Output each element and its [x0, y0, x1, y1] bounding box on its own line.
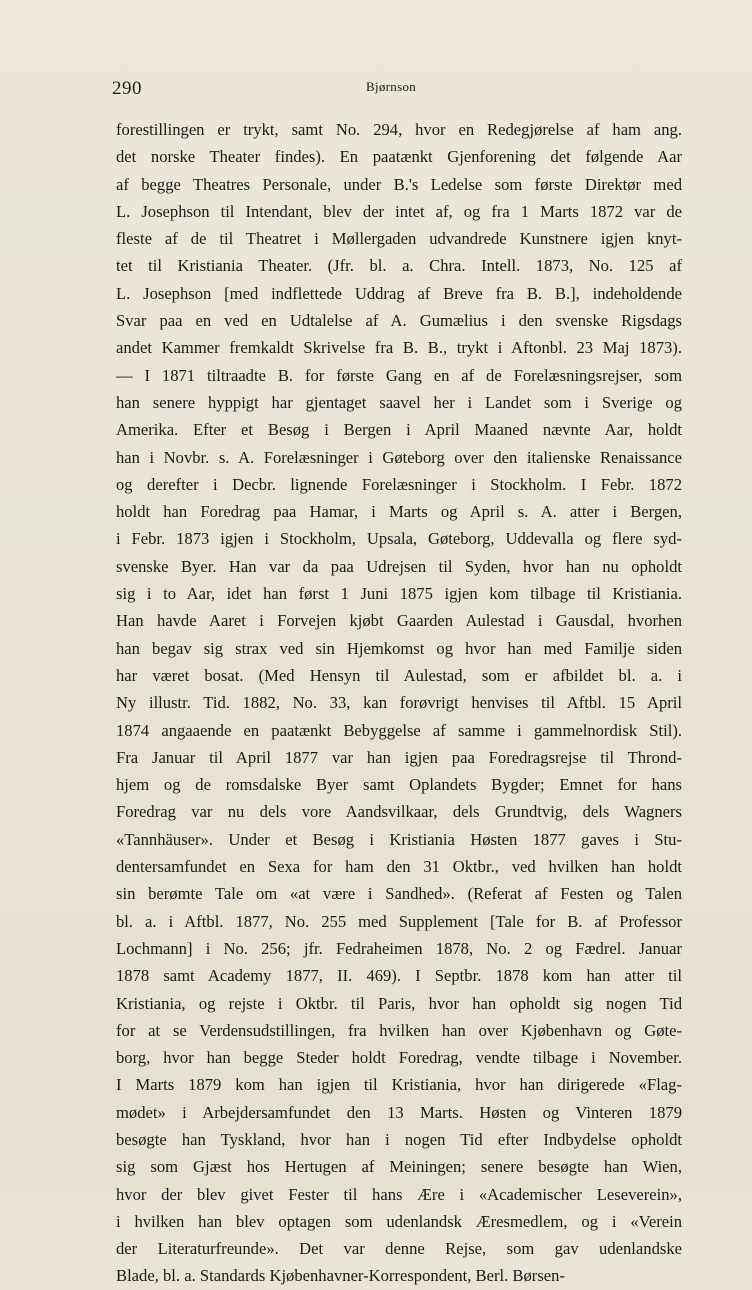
- text-line: han senere hyppigt har gjentaget saavel her i Landet som i Sverige og: [116, 392, 682, 412]
- text-line: bl. a. i Aftbl. 1877, No. 255 med Supplement [Tale for B. af Professor: [116, 911, 682, 931]
- text-line: besøgte han Tyskland, hvor han i nogen Tid efter Indbydelse opholdt: [116, 1129, 682, 1149]
- body-text: [116, 116, 682, 1290]
- text-line: for at se Verdensudstillingen, fra hvilken han over Kjøbenhavn og Gøte-: [116, 1020, 682, 1040]
- text-line: Foredrag var nu dels vore Aandsvilkaar, dels Grundtvig, dels Wagners: [116, 802, 682, 822]
- page-number: 290: [112, 78, 142, 99]
- text-line: hvor der blev givet Fester til hans Ære i «Academischer Leseverein»,: [116, 1184, 682, 1204]
- text-line: «Tannhäuser». Under et Besøg i Kristiania Høsten 1877 gaves i Stu-: [116, 829, 682, 849]
- text-line: Kristiania, og rejste i Oktbr. til Paris, hvor han opholdt sig nogen Tid: [116, 993, 682, 1013]
- text-line: 1878 samt Academy 1877, II. 469). I Septbr. 1878 kom han atter til: [116, 966, 682, 986]
- text-line: Fra Januar til April 1877 var han igjen paa Foredragsrejse til Thrond-: [116, 747, 682, 767]
- text-line: sin berømte Tale om «at være i Sandhed». (Referat af Festen og Talen: [116, 884, 682, 904]
- text-line: tet til Kristiania Theater. (Jfr. bl. a. Chra. Intell. 1873, No. 125 af: [116, 256, 682, 276]
- text-line: L. Josephson [med indflettede Uddrag af Breve fra B. B.], indeholdende: [116, 283, 682, 303]
- text-line: Blade, bl. a. Standards Kjøbenhavner-Korrespondent, Berl. Børsen-: [116, 1266, 565, 1286]
- text-line: 1874 angaaende en paatænkt Bebyggelse af samme i gammelnordisk Stil).: [116, 720, 682, 740]
- text-line: han begav sig strax ved sin Hjemkomst og hvor han med Familje siden: [116, 638, 682, 658]
- text-line: holdt han Foredrag paa Hamar, i Marts og April s. A. atter i Bergen,: [116, 502, 682, 522]
- text-line: svenske Byer. Han var da paa Udrejsen til Syden, hvor han nu opholdt: [116, 556, 682, 576]
- text-line: i Febr. 1873 igjen i Stockholm, Upsala, Gøteborg, Uddevalla og flere syd-: [116, 529, 682, 549]
- text-line: dentersamfundet en Sexa for ham den 31 Oktbr., ved hvilken han holdt: [116, 857, 682, 877]
- text-line: andet Kammer fremkaldt Skrivelse fra B. B., trykt i Aftonbl. 23 Maj 1873).: [116, 338, 682, 358]
- text-line: har været bosat. (Med Hensyn til Aulestad, som er afbildet bl. a. i: [116, 665, 682, 685]
- text-line: han i Novbr. s. A. Forelæsninger i Gøteborg over den italienske Renaissance: [116, 447, 682, 467]
- text-line: sig i to Aar, idet han først 1 Juni 1875 igjen kom tilbage til Kristiania.: [116, 584, 682, 604]
- text-line: hjem og de romsdalske Byer samt Oplandets Bygder; Emnet for hans: [116, 775, 682, 795]
- running-title: Bjørnson: [366, 79, 417, 94]
- text-line: i hvilken han blev optagen som udenlandsk Æresmedlem, og i «Verein: [116, 1211, 682, 1231]
- text-line: Svar paa en ved en Udtalelse af A. Gumælius i den svenske Rigsdags: [116, 311, 682, 331]
- text-line: Amerika. Efter et Besøg i Bergen i April Maaned nævnte Aar, holdt: [116, 420, 682, 440]
- text-line: Lochmann] i No. 256; jfr. Fedraheimen 1878, No. 2 og Fædrel. Januar: [116, 938, 682, 958]
- text-line: det norske Theater findes). En paatænkt Gjenforening det følgende Aar: [116, 147, 682, 167]
- text-line: — I 1871 tiltraadte B. for første Gang en af de Forelæsningsrejser, som: [116, 365, 682, 385]
- text-line: borg, hvor han begge Steder holdt Foredrag, vendte tilbage i November.: [116, 1048, 682, 1068]
- text-line: sig som Gjæst hos Hertugen af Meiningen; senere besøgte han Wien,: [116, 1157, 682, 1177]
- text-line: Ny illustr. Tid. 1882, No. 33, kan forøvrigt henvises til Aftbl. 15 April: [116, 693, 682, 713]
- text-line: Han havde Aaret i Forvejen kjøbt Gaarden Aulestad i Gausdal, hvorhen: [116, 611, 682, 631]
- text-line: forestillingen er trykt, samt No. 294, hvor en Redegjørelse af ham ang.: [116, 120, 682, 139]
- text-line: og derefter i Decbr. lignende Forelæsninger i Stockholm. I Febr. 1872: [116, 474, 682, 494]
- text-line: der Literaturfreunde». Det var denne Rejse, som gav udenlandske: [116, 1239, 682, 1259]
- text-line: I Marts 1879 kom han igjen til Kristiania, hvor han dirigerede «Flag-: [116, 1075, 682, 1095]
- text-line: af begge Theatres Personale, under B.'s Ledelse som første Direktør med: [116, 174, 682, 194]
- text-line: mødet» i Arbejdersamfundet den 13 Marts. Høsten og Vinteren 1879: [116, 1102, 682, 1122]
- text-line: fleste af de til Theatret i Møllergaden udvandrede Kunstnere igjen knyt-: [116, 229, 682, 249]
- text-line: L. Josephson til Intendant, blev der intet af, og fra 1 Marts 1872 var de: [116, 201, 682, 221]
